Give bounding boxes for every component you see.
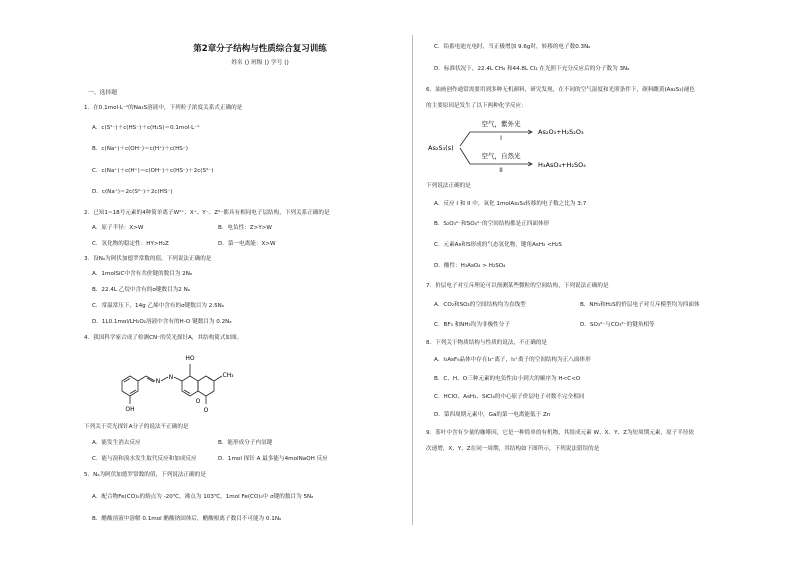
question-6-cont: 的主要原因是发生了以下两种化学反应： bbox=[426, 103, 527, 109]
option-c: C．BF₃ 和NH₃均为非极性分子 bbox=[434, 322, 510, 328]
option-b: B．醋酸溶液中溶解 0.1mol 醋酸钠固体后，醋酸根离子数目不可能为 0.1Nₐ bbox=[92, 516, 282, 522]
option-a: A．原子半径：X>W bbox=[92, 225, 144, 231]
option-a: A．反应 I 和 II 中，氧化 1molAs₂S₃转移的电子数之比为 3:7 bbox=[434, 201, 587, 207]
option-a: A．能发生消去反应 bbox=[92, 440, 141, 446]
question-2: 2．已知1~18号元素的4种简单离子W²⁺、X⁺、Y⁻、Z²⁻都具有相同电子层结构，下列关系正确的是 bbox=[84, 210, 330, 216]
option-c: C．HClO、AsH₃、SiCl₄的中心原子价层电子对数不完全相同 bbox=[434, 394, 585, 400]
option-c: C．常温常压下，14g 乙烯中含有的σ键数目为 2.5Nₐ bbox=[92, 303, 225, 309]
question-8: 8．下列关于物质结构与性质的说法，不正确的是 bbox=[426, 340, 548, 346]
question-9-cont: 次递增，X、Y、Z在同一周期，其结构如下图所示，下列说法错误的是 bbox=[426, 446, 600, 452]
lower-condition: 空气，自然光 bbox=[481, 152, 521, 160]
option-b: B．电负性：Z>Y>W bbox=[218, 225, 272, 231]
option-b: B．c(Na⁺)＋c(OH⁻)＝c(H⁺)＋c(HS⁻) bbox=[92, 146, 188, 152]
option-a: A．1molSiC中含有共价键的数目为 2Nₐ bbox=[92, 271, 193, 277]
question-1: 1．在0.1mol·L⁻¹的Na₂S溶液中，下列粒子浓度关系式正确的是 bbox=[84, 105, 243, 111]
question-7: 7．价层电子对互斥理论可以预测某些微粒的空间结构，下列说法正确的是 bbox=[426, 283, 609, 289]
page-title: 第2章分子结构与性质综合复习训练 bbox=[193, 44, 327, 54]
question-4: 4．我国科学家合成了检测CN⁻的荧光探针A，其结构简式如图。 bbox=[84, 335, 243, 341]
option-c: C．c(Na⁺)＋c(H⁺)＝c(OH⁻)＋c(HS⁻)＋2c(S²⁻) bbox=[92, 168, 214, 174]
option-d: D．第四周期元素中，Ga的第一电离能低于 Zn bbox=[434, 412, 551, 418]
option-d: D．标准状况下，22.4L CH₄ 和44.8L Cl₂ 在光照下充分反应后的分子数为 3Nₐ bbox=[434, 66, 630, 72]
option-a: A．CO₂和SO₂的空间结构均为直线型 bbox=[434, 302, 526, 308]
ring-oxygen-label: O bbox=[195, 398, 201, 405]
section-heading: 一、选择题 bbox=[88, 90, 117, 96]
option-a: A．I₃AsF₆晶体中存在I₃⁺离子，I₃⁺离子的空间结构为正八面体形 bbox=[434, 357, 591, 363]
question-4-stem: 下列关于荧光探针A分子的说法不正确的是 bbox=[84, 424, 189, 430]
question-5: 5．Nₐ为阿伏加德罗常数的值，下列说法正确的是 bbox=[84, 472, 206, 478]
oh-label: OH bbox=[125, 406, 135, 413]
nitrogen-label: N bbox=[155, 378, 161, 385]
upper-product: As₂O₃+H₂S₂O₃ bbox=[538, 128, 584, 136]
methyl-label: CH₃ bbox=[222, 372, 234, 379]
option-d: D．1mol 探针 A 最多能与4molNaOH 反应 bbox=[218, 456, 328, 462]
option-d: D．c(Na⁺)＝2c(S²⁻)＋2c(HS⁻) bbox=[92, 189, 173, 195]
option-c: C．铅蓄电池充电时，当正极增加 9.6g时，转移的电子数0.3Nₐ bbox=[434, 44, 591, 50]
question-3: 3．设Nₐ为阿伏加德罗常数的值，下列说法正确的是 bbox=[84, 256, 212, 262]
carbonyl-oxygen-label: O bbox=[203, 407, 209, 414]
upper-reaction-label: I bbox=[500, 135, 502, 142]
hydroxyl-label: HO bbox=[185, 355, 195, 362]
option-b: B．能形成分子内氢键 bbox=[218, 440, 273, 446]
student-info: 姓名 () 班级 () 学号 () bbox=[231, 60, 289, 66]
option-c: C．元素As和S形成的气态氢化物，键角AsH₃ <H₂S bbox=[434, 242, 562, 248]
option-b: B．NH₃和H₂S的价层电子对互斥模型均为四面体 bbox=[580, 302, 700, 308]
option-b: B．22.4L 乙烷中含有的σ键数目为2 Nₐ bbox=[92, 287, 190, 293]
column-divider bbox=[412, 35, 413, 525]
option-c: C．氢化物的稳定性：HY>H₂Z bbox=[92, 241, 169, 247]
option-c: C．能与溴和溴水发生取代反应和加成反应 bbox=[92, 456, 197, 462]
lower-product: H₃AsO₄+H₂SO₄ bbox=[538, 161, 586, 169]
option-d: D．第一电离能：X>W bbox=[218, 241, 276, 247]
option-d: D．酸性：H₃AsO₄ > H₂SO₄ bbox=[434, 263, 506, 269]
option-b: B．S₂O₃²⁻和SO₄²⁻的空间结构都是正四面体形 bbox=[434, 221, 550, 227]
option-b: B．C、H、O三种元素的电负性由小到大的顺序为 H<C<O bbox=[434, 376, 581, 382]
nitrogen-label: N bbox=[168, 374, 174, 381]
probe-structure-figure bbox=[110, 346, 260, 416]
option-a: A．c(S²⁻)＋c(HS⁻)＋c(H₂S)＝0.1mol·L⁻¹ bbox=[92, 125, 200, 131]
option-d: D．SO₃²⁻与CO₃²⁻的键角相等 bbox=[580, 322, 655, 328]
lower-reaction-label: II bbox=[499, 167, 503, 174]
question-6-stem: 下列说法正确的是 bbox=[426, 183, 471, 189]
option-a: A．配合物Fe(CO)₅的熔点为 -20℃，沸点为 103℃，1mol Fe(CO)₅中 σ键的数目为 5Nₐ bbox=[92, 494, 314, 500]
reactant-label: As₂S₃(s) bbox=[428, 144, 454, 152]
question-9: 9．茶叶中含有少量的咖啡因，它是一种简单的有机物，其组成元素 W、X、Y、Z为短周期元素，原子半径依 bbox=[426, 430, 695, 436]
option-d: D．1L0.1mol/LH₂O₂溶液中含有的H-O 键数目为 0.2Nₐ bbox=[92, 319, 232, 325]
question-6: 6．油画创作通常需要用到多种无机颜料，研究发现，在不同的空气湿度和光照条件下，颜料雌黄(As₂S₃)褪色 bbox=[426, 87, 695, 93]
upper-condition: 空气，紫外光 bbox=[481, 120, 521, 128]
reaction-scheme bbox=[426, 112, 666, 178]
